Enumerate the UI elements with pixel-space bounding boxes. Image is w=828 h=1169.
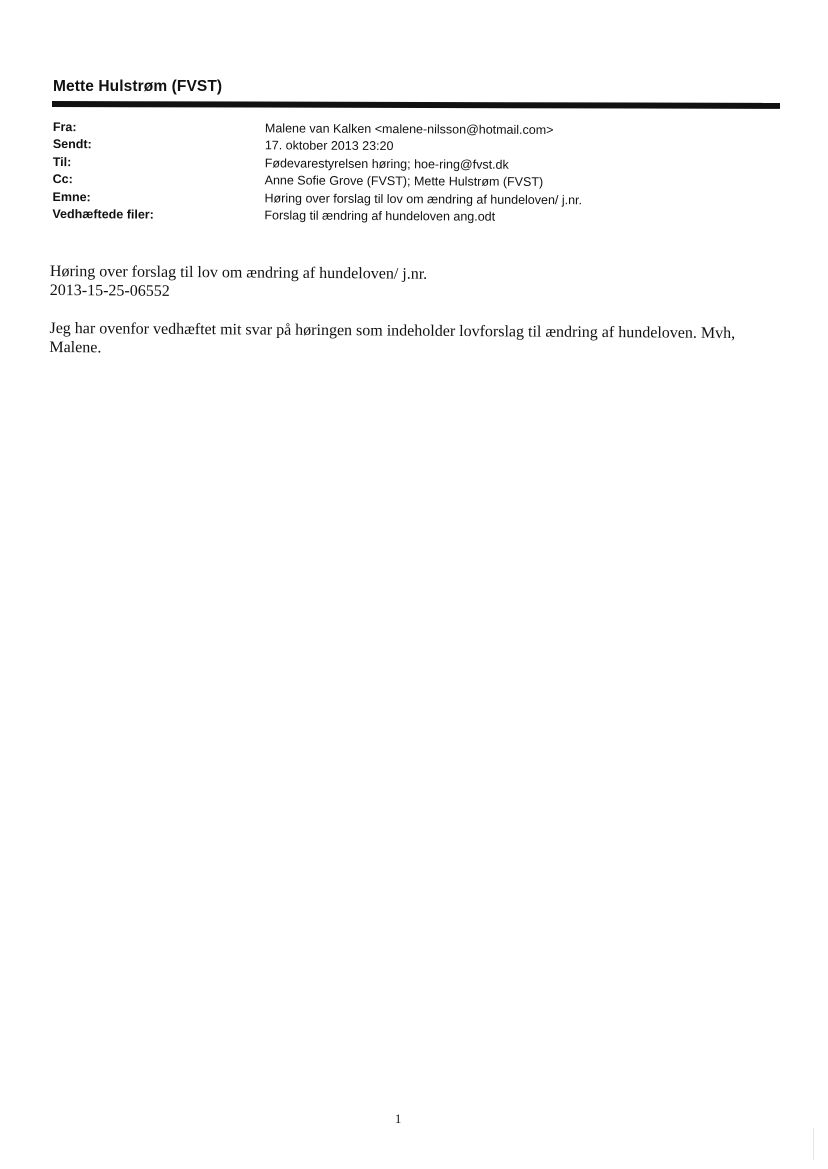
subject-value: Høring over forslag til lov om ændring af hundeloven/ j.nr.	[264, 190, 583, 207]
sent-value: 17. oktober 2013 23:20	[264, 138, 394, 154]
header-row-attachments	[52, 206, 752, 228]
body-message-line-1: Jeg har ovenfor vedhæftet mit svar på høringen som indeholder lovforslag til ændring af hundeloven. Mvh,	[49, 319, 736, 343]
header-divider	[52, 101, 780, 109]
cc-label: Cc:	[52, 172, 73, 187]
scan-edge-mark	[813, 1128, 814, 1160]
cc-value: Anne Sofie Grove (FVST); Mette Hulstrøm (FVST)	[264, 173, 544, 190]
body-message-line-2: Malene.	[49, 338, 102, 357]
from-label: Fra:	[52, 119, 77, 135]
email-header-block	[52, 119, 753, 228]
body-subject-line-1: Høring over forslag til lov om ændring af hundeloven/ j.nr.	[49, 262, 428, 283]
email-body	[49, 262, 790, 362]
page-number: 1	[395, 1112, 402, 1126]
from-value: Malene van Kalken <malene-nilsson@hotmail.com>	[264, 121, 554, 138]
subject-label: Emne:	[52, 189, 91, 204]
attachments-label: Vedhæftede filer:	[52, 206, 154, 222]
sent-label: Sendt:	[52, 137, 92, 152]
to-label: Til:	[52, 154, 72, 169]
to-value: Fødevarestyrelsen høring; hoe-ring@fvst.dk	[264, 156, 509, 172]
sender-name: Mette Hulstrøm (FVST)	[53, 78, 223, 95]
body-subject-line-2: 2013-15-25-06552	[49, 281, 170, 300]
attachments-value: Forslag til ændring af hundeloven ang.odt	[264, 208, 496, 224]
